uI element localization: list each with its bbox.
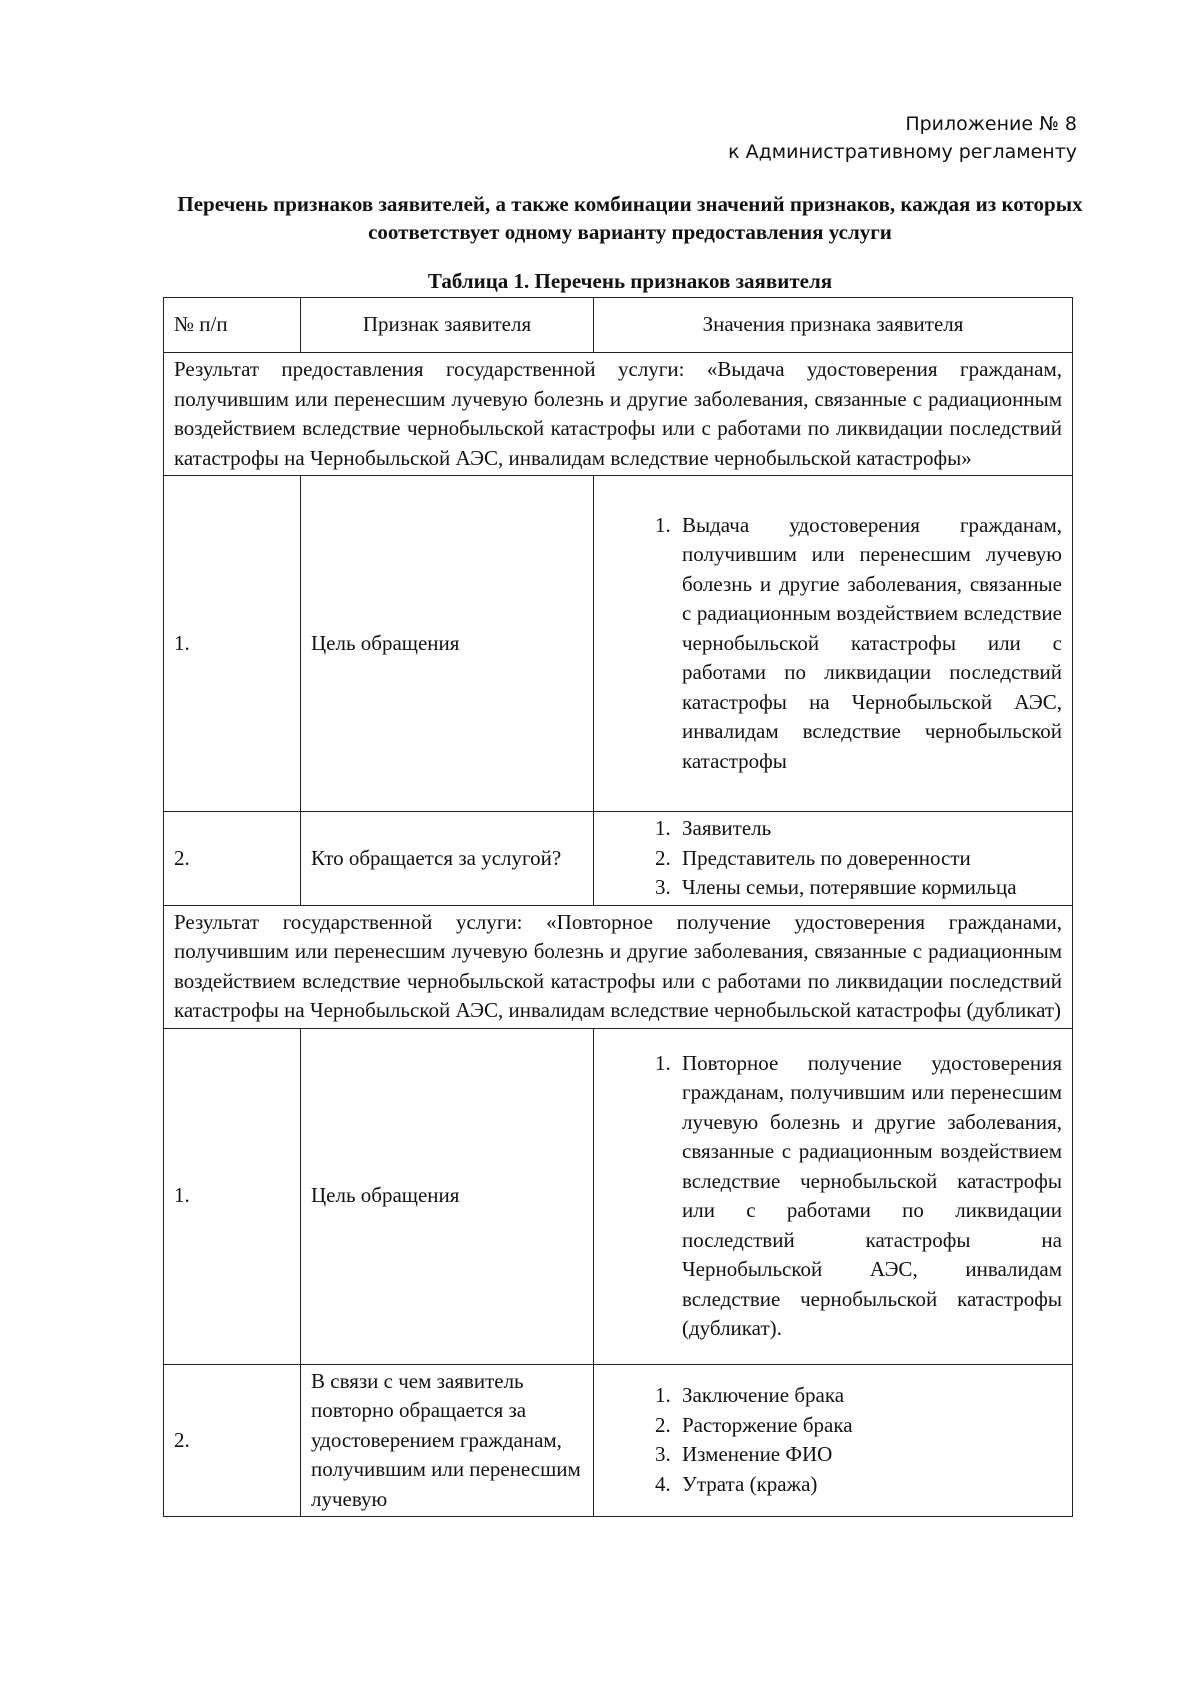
table-header-row — [164, 298, 1073, 353]
list-item: 2. Расторжение брака — [676, 1411, 1062, 1441]
list-item: 3. Изменение ФИО — [676, 1440, 1062, 1470]
list-item: 4. Утрата (кража) — [676, 1470, 1062, 1500]
row-values — [594, 1364, 1073, 1517]
table-row — [164, 476, 1073, 812]
features-table — [163, 297, 1073, 1517]
list-item: 2. Представитель по доверенности — [676, 844, 1062, 874]
appendix-header — [677, 110, 1077, 166]
section-row — [164, 905, 1073, 1028]
list-item: 1. Выдача удостоверения гражданам, получившим или перенесшим лучевую болезнь и другие заболевания, связанные с радиационным воздействием вследствие чернобыльской катастрофы или с работами по ликвидации последствий катастрофы на Чернобыльской АЭС, инвалидам вследствие чернобыльской катастрофы — [676, 511, 1062, 777]
table-row — [164, 1364, 1073, 1517]
row-feature: В связи с чем заявитель повторно обращается за удостоверением гражданам, получившим или перенесшим лучевую — [301, 1364, 594, 1517]
list-item: 1. Заявитель — [676, 814, 1062, 844]
appendix-number: Приложение № 8 — [905, 113, 1077, 135]
section-title: Результат государственной услуги: «Повторное получение удостоверения гражданами, получившим или перенесшим лучевую болезнь и другие заболевания, связанные с радиационным воздействием вследствие чернобыльской катастрофы или с работами по ликвидации последствий катастрофы на Чернобыльской АЭС, инвалидам вследствие чернобыльской катастрофы (дубликат) — [164, 905, 1073, 1028]
table-title: Таблица 1. Перечень признаков заявителя — [427, 269, 833, 293]
appendix-reference: к Административному регламенту — [728, 141, 1077, 163]
row-num: 2. — [164, 812, 301, 906]
header-num: № п/п — [164, 298, 301, 353]
row-num: 1. — [164, 476, 301, 812]
row-values — [594, 476, 1073, 812]
section-row — [164, 353, 1073, 476]
section-title: Результат предоставления государственной услуги: «Выдача удостоверения гражданам, получившим или перенесшим лучевую болезнь и другие заболевания, связанные с радиационным воздействием вследствие чернобыльской катастрофы или с работами по ликвидации последствий катастрофы на Чернобыльской АЭС, инвалидам вследствие чернобыльской катастрофы» — [164, 353, 1073, 476]
table-row — [164, 1028, 1073, 1364]
list-item: 1. Повторное получение удостоверения гражданам, получившим или перенесшим лучевую болезнь и другие заболевания, связанные с радиационным воздействием вследствие чернобыльской катастрофы или с работами по ликвидации последствий катастрофы на Чернобыльской АЭС, инвалидам вследствие чернобыльской катастрофы (дубликат). — [676, 1049, 1062, 1344]
row-feature: Кто обращается за услугой? — [301, 812, 594, 906]
row-num: 2. — [164, 1364, 301, 1517]
header-values: Значения признака заявителя — [594, 298, 1073, 353]
row-feature: Цель обращения — [301, 1028, 594, 1364]
document-title: Перечень признаков заявителей, а также комбинации значений признаков, каждая из которых соответствует одному варианту предоставления услуги — [177, 192, 1083, 244]
table-row — [164, 812, 1073, 906]
list-item: 1. Заключение брака — [676, 1381, 1062, 1411]
header-feature: Признак заявителя — [301, 298, 594, 353]
list-item: 3. Члены семьи, потерявшие кормильца — [676, 873, 1062, 903]
row-num: 1. — [164, 1028, 301, 1364]
row-feature: Цель обращения — [301, 476, 594, 812]
row-values — [594, 1028, 1073, 1364]
row-values — [594, 812, 1073, 906]
